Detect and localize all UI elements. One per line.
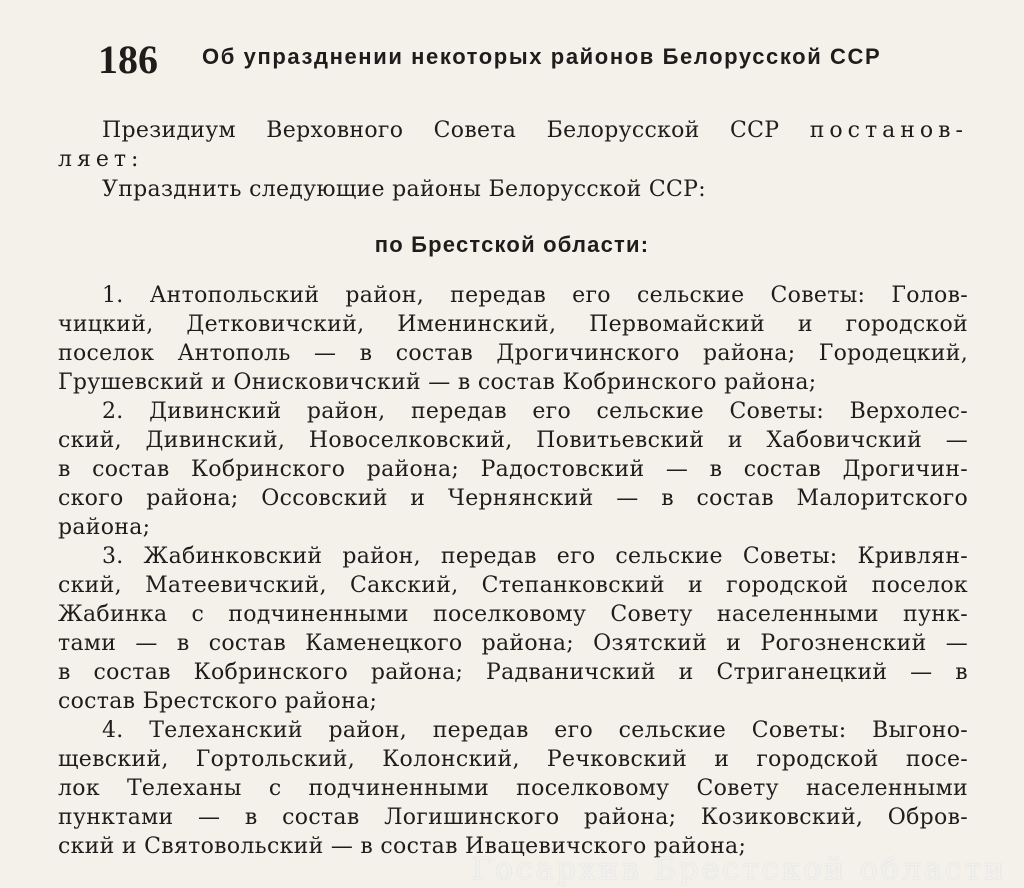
preamble-line-2 — [58, 145, 968, 174]
item-2-line-2: ский, Дивинский, Новоселковский, Повитьевский и Хабовичский — — [58, 428, 968, 453]
item-2-line-4: ского района; Оссовский и Чернянский — в состав Малоритского — [58, 486, 968, 511]
item-3-line-2: ский, Матеевичский, Сакский, Степанковский и городской поселок — [58, 573, 968, 598]
page-number: 186 — [98, 37, 158, 82]
item-1-line-1: 1. Антопольский район, передав его сельские Советы: Голов- — [102, 283, 968, 308]
region-heading: по Брестской области: — [374, 232, 650, 257]
item-2-line-3: в состав Кобринского района; Радостовский — в состав Дрогичин- — [58, 457, 968, 482]
item-4-line-3: лок Телеханы с подчиненными поселковому Совету населенными — [58, 776, 968, 801]
item-1-line-4: Грушевский и Онисковичский — в состав Кобринского района; — [58, 370, 817, 395]
item-3-line-1: 3. Жабинковский район, передав его сельские Советы: Кривлян- — [102, 544, 968, 569]
item-1-line-2: чицкий, Детковичский, Именинский, Первомайский и городской — [58, 312, 968, 337]
archive-watermark: Госархив Брестской области — [472, 852, 1008, 887]
item-1-line-3: поселок Антополь — в состав Дрогичинского района; Городецкий, — [58, 341, 968, 366]
preamble-spaced-word-end: ляет: — [58, 147, 144, 172]
page-header — [98, 37, 978, 84]
preamble-spaced-word: постанов- — [809, 118, 968, 143]
item-4-line-4: пунктами — в состав Логишинского района; Козиковский, Обров- — [58, 805, 968, 830]
item-2-line-5: района; — [58, 515, 151, 540]
item-4-line-1: 4. Телеханский район, передав его сельские Советы: Выгоно- — [102, 718, 968, 743]
item-4-line-2: щевский, Гортольский, Колонский, Речковский и городской посе- — [58, 747, 968, 772]
preamble-line-3: Упразднить следующие районы Белорусской ССР: — [102, 177, 706, 202]
item-2-line-1: 2. Дивинский район, передав его сельские Советы: Верхолес- — [102, 399, 968, 424]
item-4-line-5: ский и Святовольский — в состав Ивацевичского района; — [58, 834, 747, 859]
document-title: Об упразднении некоторых районов Белорусской ССР — [202, 44, 882, 69]
item-3-line-4: тами — в состав Каменецкого района; Озятский и Рогозненский — — [58, 631, 968, 656]
item-3-line-3: Жабинка с подчиненными поселковому Совету населенными пунк- — [58, 602, 968, 627]
preamble-text: Президиум Верховного Совета Белорусской ССР — [102, 118, 810, 143]
item-3-line-5: в состав Кобринского района; Радваничский и Стриганецкий — в — [58, 660, 968, 685]
preamble-line-1 — [102, 116, 968, 145]
item-3-line-6: состав Брестского района; — [58, 689, 378, 714]
